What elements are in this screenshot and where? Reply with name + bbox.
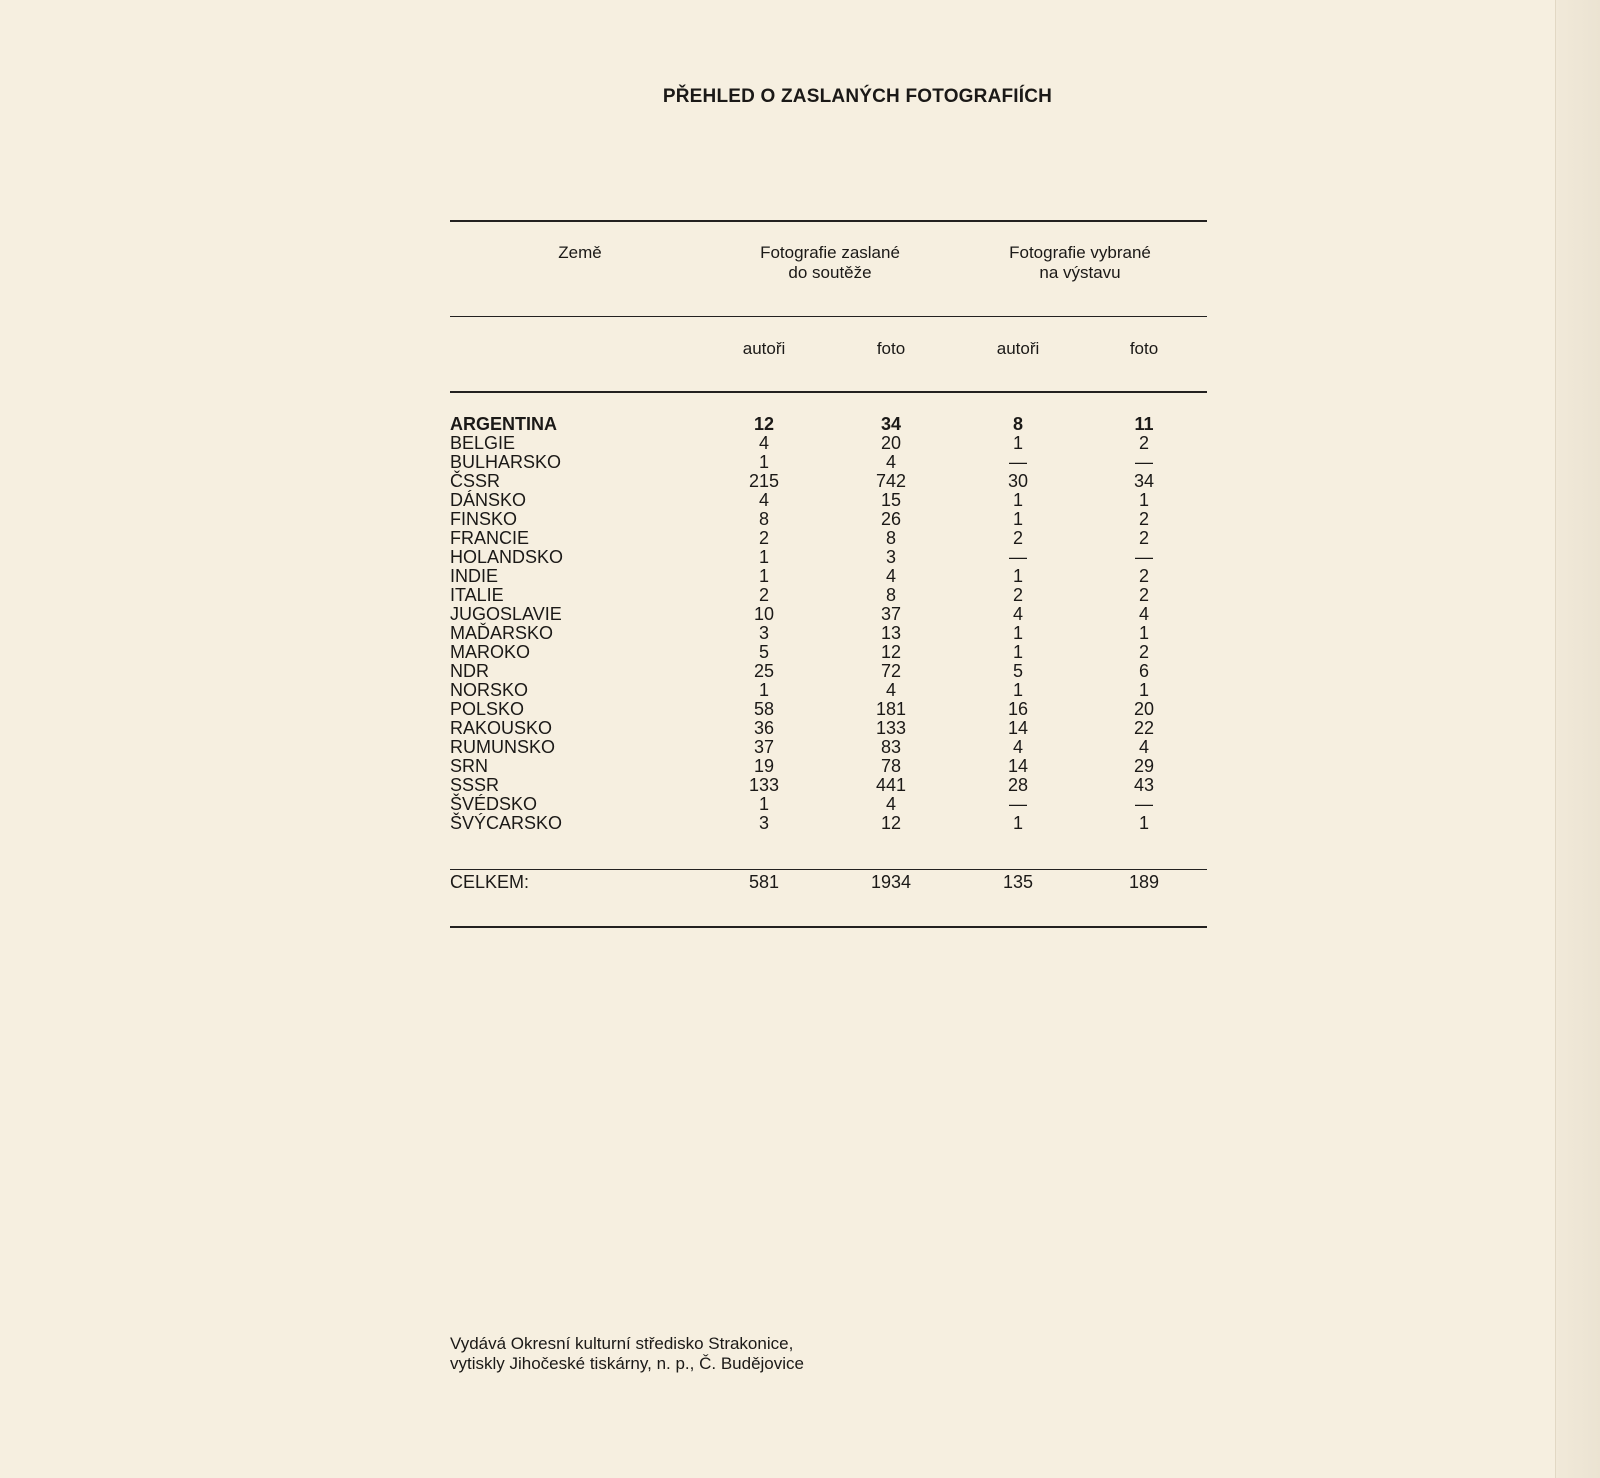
cell-sent-authors: 25 [753, 661, 775, 681]
cell-sent-photos: 72 [880, 661, 902, 681]
cell-country: SRN [450, 756, 489, 776]
cell-country: ČSSR [450, 471, 501, 491]
subheader-sent-photos: foto [876, 339, 906, 358]
total-selected-authors: 135 [1002, 872, 1034, 892]
cell-sent-photos: 78 [880, 756, 902, 776]
cell-country: NORSKO [450, 680, 529, 700]
header-sent-group [710, 243, 950, 283]
cell-selected-photos: 34 [1133, 471, 1155, 491]
table-row [450, 776, 1207, 795]
cell-sent-authors: 3 [758, 623, 769, 643]
cell-selected-authors: — [1009, 452, 1027, 472]
subheader-selected-photos: foto [1129, 339, 1159, 358]
cell-selected-authors: 14 [1007, 756, 1029, 776]
cell-selected-photos: 1 [1138, 490, 1149, 510]
table-row [450, 643, 1207, 662]
cell-selected-authors: 5 [1012, 661, 1023, 681]
cell-country: SSSR [450, 775, 500, 795]
cell-country: DÁNSKO [450, 490, 527, 510]
cell-country: FINSKO [450, 509, 518, 529]
table-row [450, 738, 1207, 757]
cell-selected-authors: 1 [1012, 813, 1023, 833]
page-edge [1555, 0, 1600, 1478]
cell-country: RAKOUSKO [450, 718, 553, 738]
cell-sent-photos: 12 [880, 813, 902, 833]
cell-sent-photos: 4 [885, 680, 896, 700]
table-row [450, 719, 1207, 738]
cell-selected-photos: 1 [1138, 623, 1149, 643]
table-row [450, 700, 1207, 719]
table-row [450, 567, 1207, 586]
table-row [450, 662, 1207, 681]
table-row [450, 681, 1207, 700]
cell-selected-authors: 28 [1007, 775, 1029, 795]
cell-selected-authors: 4 [1012, 737, 1023, 757]
header-sent-group-text: Fotografie zaslané do soutěže [760, 243, 900, 282]
cell-selected-authors: 2 [1012, 585, 1023, 605]
cell-sent-photos: 3 [885, 547, 896, 567]
cell-country: ŠVÝCARSKO [450, 813, 563, 833]
cell-country: INDIE [450, 566, 499, 586]
cell-selected-authors: 1 [1012, 433, 1023, 453]
total-label: CELKEM: [450, 872, 530, 892]
table-row [450, 415, 1207, 434]
cell-sent-photos: 8 [885, 585, 896, 605]
cell-country: HOLANDSKO [450, 547, 564, 567]
cell-selected-photos: — [1135, 794, 1153, 814]
cell-country: JUGOSLAVIE [450, 604, 562, 624]
cell-country: MAĎARSKO [450, 623, 554, 643]
cell-sent-authors: 1 [758, 794, 769, 814]
table-row [450, 814, 1207, 833]
page-title: PŘEHLED O ZASLANÝCH FOTOGRAFIÍCH [662, 86, 1053, 107]
cell-selected-photos: 2 [1138, 642, 1149, 662]
cell-sent-authors: 215 [748, 471, 780, 491]
cell-sent-photos: 15 [880, 490, 902, 510]
cell-selected-photos: 29 [1133, 756, 1155, 776]
cell-selected-authors: 16 [1007, 699, 1029, 719]
cell-country: ITALIE [450, 585, 504, 605]
cell-selected-authors: — [1009, 794, 1027, 814]
cell-sent-photos: 13 [880, 623, 902, 643]
total-selected-photos: 189 [1128, 872, 1160, 892]
cell-selected-photos: 2 [1138, 433, 1149, 453]
table-row [450, 548, 1207, 567]
cell-sent-authors: 1 [758, 566, 769, 586]
header-middle-rule [450, 316, 1207, 317]
cell-country: BULHARSKO [450, 452, 562, 472]
total-row [450, 873, 1207, 892]
cell-sent-photos: 83 [880, 737, 902, 757]
header-bottom-rule [450, 391, 1207, 393]
cell-selected-photos: 1 [1138, 813, 1149, 833]
cell-selected-photos: 4 [1138, 737, 1149, 757]
cell-selected-photos: 20 [1133, 699, 1155, 719]
cell-sent-photos: 4 [885, 794, 896, 814]
cell-selected-photos: — [1135, 547, 1153, 567]
imprint-line-2: vytiskly Jihočeské tiskárny, n. p., Č. Budějovice [450, 1354, 804, 1373]
table-row [450, 529, 1207, 548]
cell-sent-authors: 1 [758, 680, 769, 700]
cell-country: ARGENTINA [450, 414, 557, 434]
total-top-rule [450, 869, 1207, 870]
cell-country: BELGIE [450, 433, 516, 453]
cell-sent-photos: 133 [875, 718, 907, 738]
cell-sent-authors: 12 [753, 414, 775, 434]
table-bottom-rule [450, 926, 1207, 928]
cell-sent-photos: 37 [880, 604, 902, 624]
table-row [450, 624, 1207, 643]
cell-sent-authors: 4 [758, 490, 769, 510]
cell-sent-authors: 10 [753, 604, 775, 624]
cell-country: RUMUNSKO [450, 737, 556, 757]
table-row [450, 453, 1207, 472]
table-top-rule [450, 220, 1207, 222]
cell-sent-photos: 441 [875, 775, 907, 795]
cell-sent-photos: 12 [880, 642, 902, 662]
cell-selected-photos: 2 [1138, 585, 1149, 605]
cell-sent-authors: 5 [758, 642, 769, 662]
total-sent-photos: 1934 [870, 872, 912, 892]
cell-country: MAROKO [450, 642, 531, 662]
cell-selected-authors: 1 [1012, 566, 1023, 586]
cell-sent-photos: 8 [885, 528, 896, 548]
cell-selected-photos: 11 [1134, 414, 1154, 434]
cell-selected-authors: 1 [1012, 509, 1023, 529]
cell-sent-authors: 36 [753, 718, 775, 738]
cell-sent-authors: 8 [758, 509, 769, 529]
cell-selected-photos: 6 [1138, 661, 1149, 681]
cell-sent-photos: 4 [885, 452, 896, 472]
cell-selected-authors: 30 [1007, 471, 1029, 491]
cell-selected-authors: 2 [1012, 528, 1023, 548]
cell-selected-authors: 1 [1012, 623, 1023, 643]
cell-selected-photos: 22 [1133, 718, 1155, 738]
cell-selected-authors: 1 [1012, 642, 1023, 662]
cell-country: FRANCIE [450, 528, 530, 548]
imprint-line-1: Vydává Okresní kulturní středisko Strakonice, [450, 1334, 794, 1353]
cell-selected-photos: — [1135, 452, 1153, 472]
cell-country: POLSKO [450, 699, 525, 719]
cell-sent-authors: 133 [748, 775, 780, 795]
cell-sent-authors: 58 [753, 699, 775, 719]
header-selected-group-text: Fotografie vybrané na výstavu [1009, 243, 1151, 282]
cell-selected-photos: 43 [1133, 775, 1155, 795]
table-row [450, 795, 1207, 814]
cell-sent-photos: 26 [880, 509, 902, 529]
cell-sent-photos: 34 [880, 414, 902, 434]
cell-sent-authors: 37 [753, 737, 775, 757]
cell-country: NDR [450, 661, 489, 681]
cell-selected-authors: 4 [1012, 604, 1023, 624]
cell-selected-photos: 2 [1138, 509, 1149, 529]
cell-selected-authors: 1 [1012, 680, 1023, 700]
table-row [450, 586, 1207, 605]
cell-selected-photos: 1 [1138, 680, 1149, 700]
cell-selected-photos: 4 [1138, 604, 1149, 624]
table-row [450, 434, 1207, 453]
header-selected-group [960, 243, 1200, 283]
cell-selected-authors: 14 [1007, 718, 1029, 738]
cell-selected-photos: 2 [1138, 528, 1149, 548]
cell-sent-authors: 1 [758, 547, 769, 567]
table-row [450, 757, 1207, 776]
cell-sent-authors: 1 [758, 452, 769, 472]
total-sent-authors: 581 [748, 872, 780, 892]
cell-country: ŠVÉDSKO [450, 794, 538, 814]
subheader-selected-authors: autoři [996, 339, 1040, 358]
cell-sent-authors: 3 [758, 813, 769, 833]
cell-sent-authors: 19 [753, 756, 775, 776]
header-country: Země [558, 243, 602, 262]
table-row [450, 472, 1207, 491]
cell-sent-photos: 181 [875, 699, 907, 719]
cell-selected-photos: 2 [1138, 566, 1149, 586]
cell-sent-photos: 4 [885, 566, 896, 586]
cell-selected-authors: 8 [1012, 414, 1023, 434]
table-row [450, 491, 1207, 510]
cell-sent-photos: 742 [875, 471, 907, 491]
cell-selected-authors: — [1009, 547, 1027, 567]
cell-sent-authors: 4 [758, 433, 769, 453]
cell-sent-photos: 20 [880, 433, 902, 453]
cell-sent-authors: 2 [758, 585, 769, 605]
cell-selected-authors: 1 [1012, 490, 1023, 510]
cell-sent-authors: 2 [758, 528, 769, 548]
table-row [450, 605, 1207, 624]
table-row [450, 510, 1207, 529]
imprint [450, 1334, 804, 1374]
subheader-sent-authors: autoři [742, 339, 786, 358]
